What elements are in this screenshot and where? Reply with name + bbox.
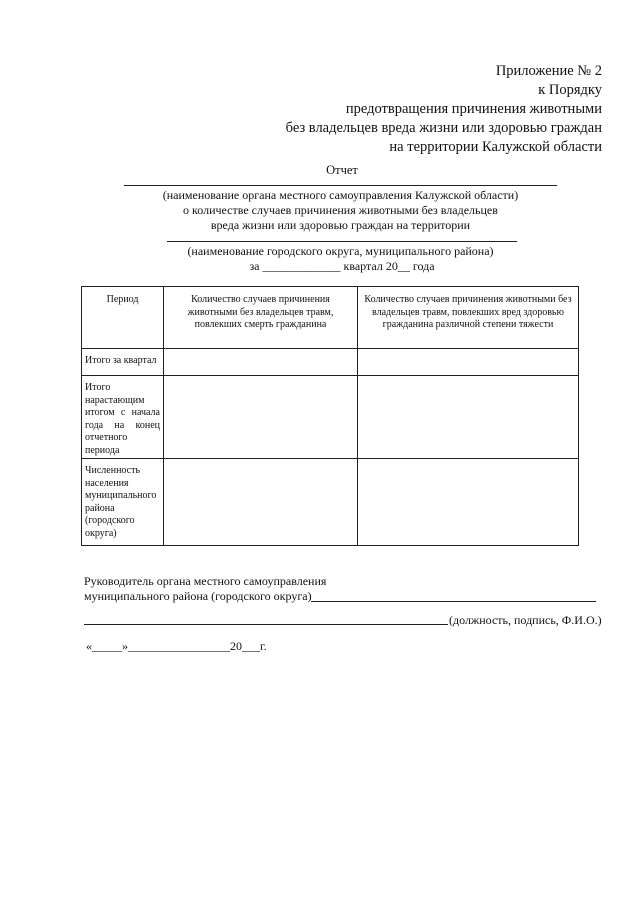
row-label-cumulative-total: Итого нарастающим итогом с начала года на конец отчетного периода [82, 376, 164, 459]
signatory-title-line2: муниципального района (городского округа) [84, 589, 312, 603]
cell-population-deaths[interactable] [164, 459, 358, 546]
date-close-quote: » [122, 639, 128, 653]
report-table [81, 286, 579, 546]
row-label-quarter-total: Итого за квартал [82, 349, 164, 376]
date-year-blank[interactable]: ___ [242, 639, 260, 653]
date-open-quote: « [86, 639, 92, 653]
signatory-name-line[interactable] [311, 601, 596, 602]
cell-population-injuries[interactable] [358, 459, 579, 546]
table-row [82, 376, 579, 459]
cell-cumulative-injuries[interactable] [358, 376, 579, 459]
period-suffix: года [412, 259, 435, 273]
table-header-row [82, 287, 579, 349]
position-signature-line[interactable] [84, 624, 448, 625]
signature-date [86, 639, 267, 654]
date-year-prefix: 20 [230, 639, 242, 653]
period-year-blank[interactable]: __ [397, 259, 410, 273]
position-signature-caption: (должность, подпись, Ф.И.О.) [449, 613, 602, 627]
table-row [82, 459, 579, 546]
header-deaths: Количество случаев причинения животными без владельцев травм, повлекших смерть гражданина [164, 287, 358, 349]
org-name-line [124, 185, 557, 186]
district-name-line [167, 241, 517, 242]
district-name-caption: (наименование городского округа, муниципального района) [187, 244, 494, 258]
header-injuries: Количество случаев причинения животными без владельцев травм, повлекших вред здоровью гражданина различной степени тяжести [358, 287, 579, 349]
date-month-blank[interactable]: _________________ [128, 639, 230, 653]
header-period: Период [82, 287, 164, 349]
appendix-number: Приложение № 2 [495, 63, 602, 79]
appendix-ref: к Порядку [538, 82, 602, 98]
table-row [82, 349, 579, 376]
period-middle: квартал 20 [343, 259, 398, 273]
appendix-title-line3: на территории Калужской области [389, 139, 602, 155]
appendix-title-line1: предотвращения причинения животными [345, 101, 602, 117]
signatory-title-line1: Руководитель органа местного самоуправления [84, 574, 327, 588]
date-day-blank[interactable]: _____ [92, 639, 122, 653]
date-year-suffix: г. [260, 639, 267, 653]
period-prefix: за [249, 259, 260, 273]
cell-quarter-injuries[interactable] [358, 349, 579, 376]
report-title: Отчет [326, 163, 358, 177]
cell-quarter-deaths[interactable] [164, 349, 358, 376]
report-period [0, 259, 640, 274]
period-quarter-blank[interactable]: _____________ [262, 259, 341, 273]
report-subject-line2: вреда жизни или здоровью граждан на территории [210, 218, 471, 232]
report-subject-line1: о количестве случаев причинения животными без владельцев [183, 203, 498, 217]
org-name-caption: (наименование органа местного самоуправления Калужской области) [162, 188, 519, 202]
row-label-population: Численность населения муниципального района (городского округа) [82, 459, 164, 546]
cell-cumulative-deaths[interactable] [164, 376, 358, 459]
appendix-title-line2: без владельцев вреда жизни или здоровью граждан [285, 120, 602, 136]
